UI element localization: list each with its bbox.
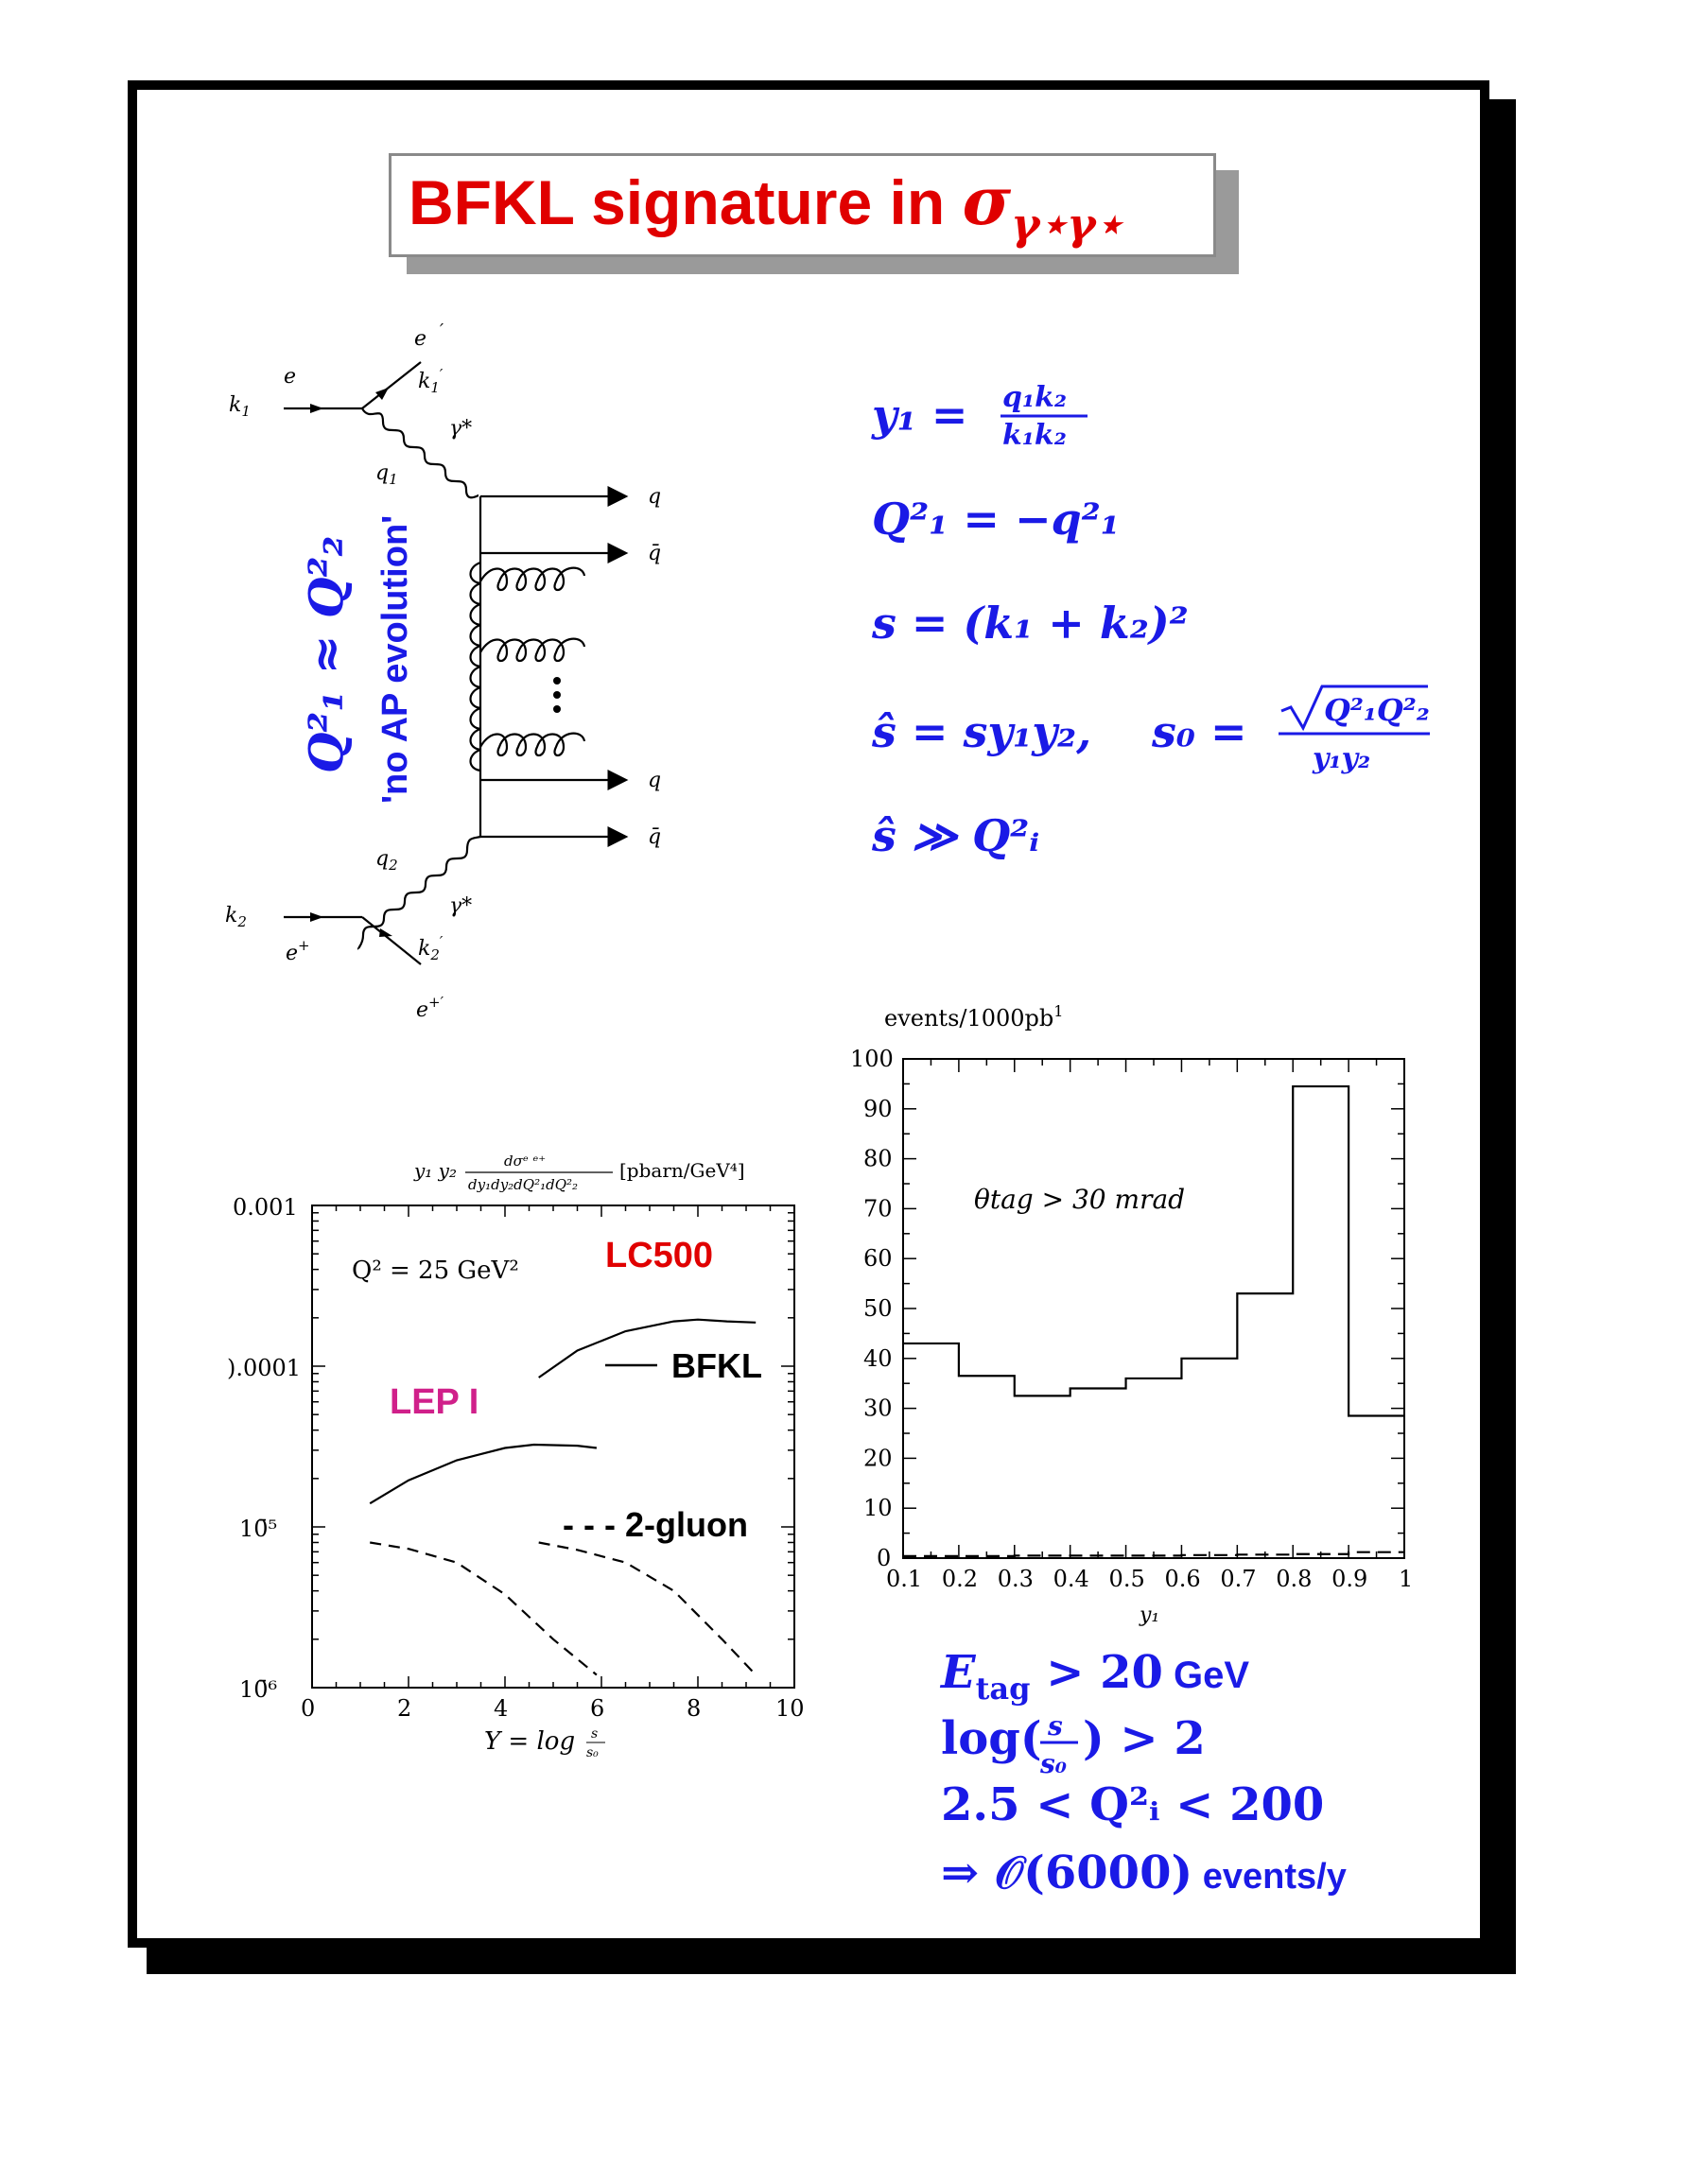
- right-xtick-label: 0.2: [941, 1566, 979, 1592]
- right-ytick-label: 10: [863, 1495, 893, 1522]
- cut-log-num: s: [1048, 1710, 1063, 1742]
- right-xlabel: y₁: [1140, 1603, 1160, 1627]
- left-ylabel-den: dy₁dy₂dQ²₁dQ²₂: [468, 1176, 579, 1193]
- label-k2-prime: $k_2'$: [418, 933, 444, 963]
- cut-log-post: ) > 2: [1083, 1712, 1206, 1765]
- label-q2: $q_2$: [375, 847, 398, 874]
- left-ytick-0: 0.001: [233, 1194, 298, 1221]
- left-ylabel-unit: [pbarn/GeV⁴]: [619, 1159, 745, 1182]
- label-q-bottom: q: [648, 769, 662, 792]
- def-s0-lhs: s₀ =: [1152, 706, 1247, 757]
- left-ytick-1: ).0001: [227, 1355, 302, 1381]
- cut-events: ⇒ 𝒪(6000) events/y: [941, 1846, 1347, 1899]
- right-xtick-label: 0.4: [1053, 1566, 1089, 1592]
- def-y1-num: q₁k₂: [1002, 381, 1068, 414]
- cut-etag: $E_{tag} > 20$ GeV: [941, 1646, 1250, 1707]
- left-xtick-4: 8: [687, 1695, 702, 1722]
- left-xlabel-den: s₀: [586, 1745, 599, 1760]
- right-ytick-label: 0: [877, 1545, 892, 1571]
- left-xtick-5: 10: [775, 1695, 805, 1722]
- label-q1: $q_1$: [375, 461, 398, 488]
- label-lc500: LC500: [605, 1236, 714, 1275]
- cut-q2i: 2.5 < Q²ᵢ < 200: [941, 1778, 1325, 1831]
- right-xtick-label: 0.1: [886, 1566, 923, 1592]
- label-q-top: q: [648, 485, 662, 509]
- right-ytick-label: 90: [863, 1095, 893, 1122]
- right-ytick-label: 70: [863, 1195, 893, 1222]
- rotated-note: 'no AP evolution': [375, 514, 415, 804]
- def-s: s = (k₁ + k₂)²: [872, 598, 1189, 649]
- label-qbar-top: q̄: [648, 542, 662, 565]
- title-symbol: σ: [962, 162, 1012, 240]
- left-ytick-2: 10̄⁵: [239, 1516, 278, 1542]
- label-bfkl: BFKL: [671, 1346, 762, 1385]
- label-qbar-bottom: q̄: [648, 825, 662, 849]
- rotated-formula: Q²₁ ≈ Q²₂: [298, 535, 354, 773]
- def-Q1: Q²₁ = −q²₁: [872, 494, 1120, 545]
- def-s0-den: y₁y₂: [1313, 742, 1371, 775]
- right-ytick-label: 30: [863, 1395, 893, 1422]
- label-k1: $k_1$: [229, 393, 251, 420]
- label-gamma-top: γ*: [449, 417, 473, 441]
- label-2gluon: - - - 2-gluon: [563, 1505, 748, 1544]
- left-xlabel: Y = log: [484, 1727, 576, 1756]
- label-e-plus: e+: [286, 937, 310, 965]
- left-xtick-2: 4: [494, 1695, 509, 1722]
- label-lep: LEP I: [390, 1382, 479, 1422]
- left-ylabel-num: dσᵉ ᵉ⁺: [504, 1153, 547, 1170]
- right-ytick-label: 60: [863, 1245, 893, 1273]
- label-e-plus-prime: e+′: [416, 994, 444, 1022]
- right-annotation: θtag > 30 mrad: [974, 1184, 1186, 1215]
- def-y1-den: k₁k₂: [1002, 419, 1067, 452]
- def-shat-gg: ŝ ≫ Q²ᵢ: [872, 810, 1040, 861]
- def-shat: ŝ = sy₁y₂,: [872, 706, 1092, 757]
- def-s0-num: Q²₁Q²₂: [1324, 692, 1430, 728]
- label-e-prime: e ′: [414, 321, 444, 351]
- left-ylabel: y₁ y₂: [414, 1159, 457, 1182]
- right-xtick-label: 0.9: [1331, 1566, 1368, 1592]
- cut-log-den: s₀: [1040, 1748, 1068, 1779]
- right-ytick-label: 20: [863, 1445, 893, 1472]
- right-xtick-label: 1: [1399, 1566, 1414, 1592]
- right-xtick-label: 0.8: [1276, 1566, 1313, 1592]
- right-xtick-label: 0.3: [997, 1566, 1034, 1592]
- right-ytick-label: 50: [863, 1295, 893, 1322]
- cut-log: log(: [941, 1712, 1042, 1765]
- label-e: e: [284, 365, 297, 389]
- label-gamma-bottom: γ*: [449, 894, 473, 918]
- right-ylabel: events/$1000pb^1$: [884, 1002, 1064, 1031]
- left-xlabel-num: s: [591, 1726, 599, 1742]
- label-k1-prime: $k_1'$: [418, 366, 444, 396]
- left-annot-q2: Q² = 25 GeV²: [352, 1257, 519, 1285]
- def-y1-lhs: y₁ =: [872, 390, 968, 441]
- right-xtick-label: 0.6: [1164, 1566, 1201, 1592]
- right-xtick-label: 0.5: [1108, 1566, 1145, 1592]
- label-k2: $k_2$: [225, 904, 247, 930]
- title-text: BFKL signature in: [409, 167, 963, 237]
- left-xtick-0: 0: [301, 1695, 316, 1722]
- right-ytick-label: 40: [863, 1344, 893, 1372]
- title-subscript: γ⋆γ⋆: [1011, 199, 1123, 250]
- left-xtick-3: 6: [590, 1695, 605, 1722]
- left-ytick-3: 10̄⁶: [239, 1676, 278, 1703]
- right-xtick-label: 0.7: [1220, 1566, 1257, 1592]
- right-ytick-label: 80: [863, 1145, 893, 1172]
- right-ytick-label: 100: [850, 1046, 894, 1072]
- left-xtick-1: 2: [397, 1695, 412, 1722]
